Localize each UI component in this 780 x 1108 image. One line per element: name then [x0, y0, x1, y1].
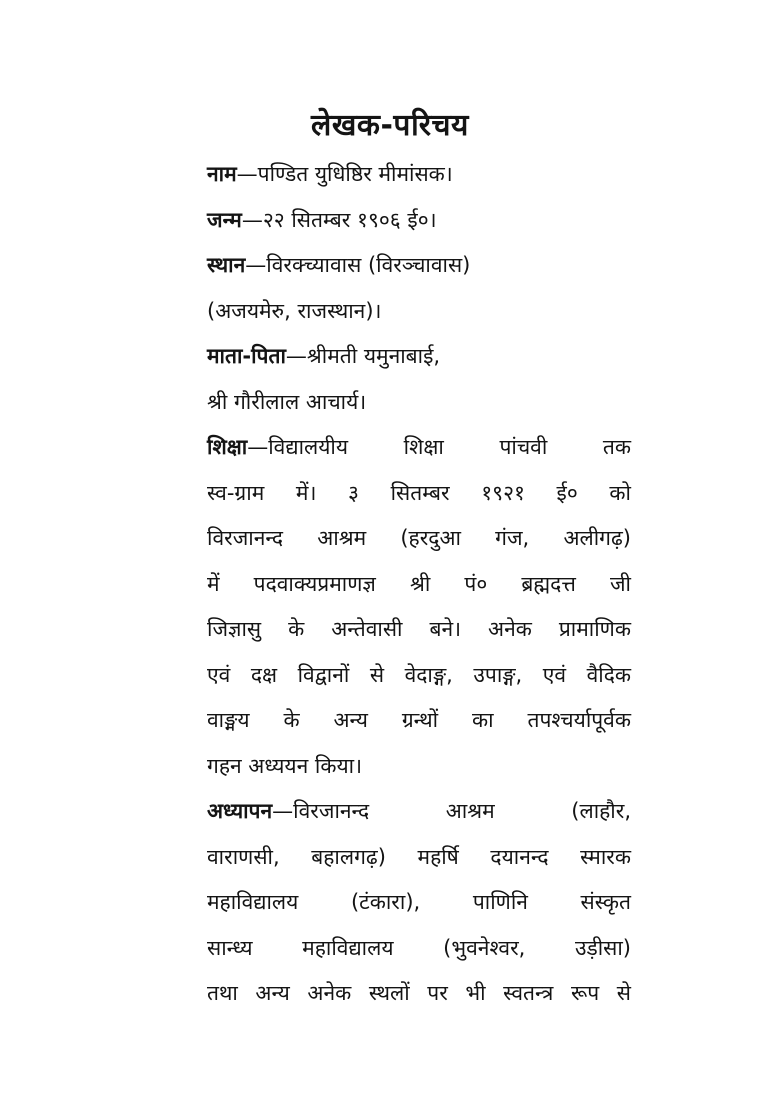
- education-text: —विद्यालयीय शिक्षा पांचवी तक: [247, 435, 631, 459]
- place-label: स्थान: [207, 253, 246, 277]
- place-line: [207, 243, 631, 289]
- education-line: विरजानन्द आश्रम (हरदुआ गंज, अलीगढ़): [207, 526, 631, 550]
- parents-value: —श्रीमती यमुनाबाई,: [285, 344, 441, 368]
- author-biography: [207, 152, 631, 1017]
- teaching-line: महाविद्यालय (टंकारा), पाणिनि संस्कृत: [207, 890, 631, 914]
- parents-line: [207, 334, 631, 380]
- teaching-line: वाराणसी, बहालगढ़) महर्षि दयानन्द स्मारक: [207, 844, 631, 869]
- education-line: जिज्ञासु के अन्तेवासी बने। अनेक प्रामाणिक: [207, 617, 631, 641]
- name-line: [207, 152, 631, 198]
- education-line: [207, 425, 631, 471]
- place-line-continued: [207, 289, 631, 335]
- birth-value: —२२ सितम्बर १९०६ ई०।: [241, 207, 437, 232]
- parents-line-continued: [207, 380, 631, 426]
- teaching-label: अध्यापन: [207, 799, 273, 823]
- name-label: नाम: [207, 162, 237, 186]
- name-value: —पण्डित युधिष्ठिर मीमांसक।: [236, 162, 453, 186]
- teaching-line: सान्ध्य महाविद्यालय (भुवनेश्वर, उड़ीसा): [207, 935, 631, 960]
- education-line: में पदवाक्यप्रमाणज्ञ श्री पं० ब्रह्मदत्त जी: [207, 571, 631, 596]
- page-title: लेखक-परिचय: [311, 108, 469, 143]
- education-line: गहन अध्ययन किया।: [207, 753, 363, 778]
- education-label: शिक्षा: [207, 435, 248, 459]
- place-value-continued: (अजयमेरु, राजस्थान)।: [207, 298, 382, 323]
- education-line: वाङ्मय के अन्य ग्रन्थों का तपश्चर्यापूर्वक: [207, 708, 631, 732]
- birth-line: [207, 198, 631, 244]
- birth-label: जन्म: [207, 207, 242, 232]
- teaching-line: तथा अन्य अनेक स्थलों पर भी स्वतन्त्र रूप से: [207, 981, 631, 1005]
- teaching-text: —विरजानन्द आश्रम (लाहौर,: [272, 799, 631, 823]
- teaching-line: [207, 789, 631, 835]
- place-value: —विरक्च्यावास (विरञ्चावास): [245, 253, 471, 277]
- education-line: स्व-ग्राम में। ३ सितम्बर १९२१ ई० को: [207, 480, 631, 505]
- education-line: एवं दक्ष विद्वानों से वेदाङ्ग, उपाङ्ग, एवं वैदिक: [207, 662, 631, 687]
- parents-label: माता-पिता: [207, 344, 286, 368]
- parents-value-continued: श्री गौरीलाल आचार्य।: [207, 389, 367, 414]
